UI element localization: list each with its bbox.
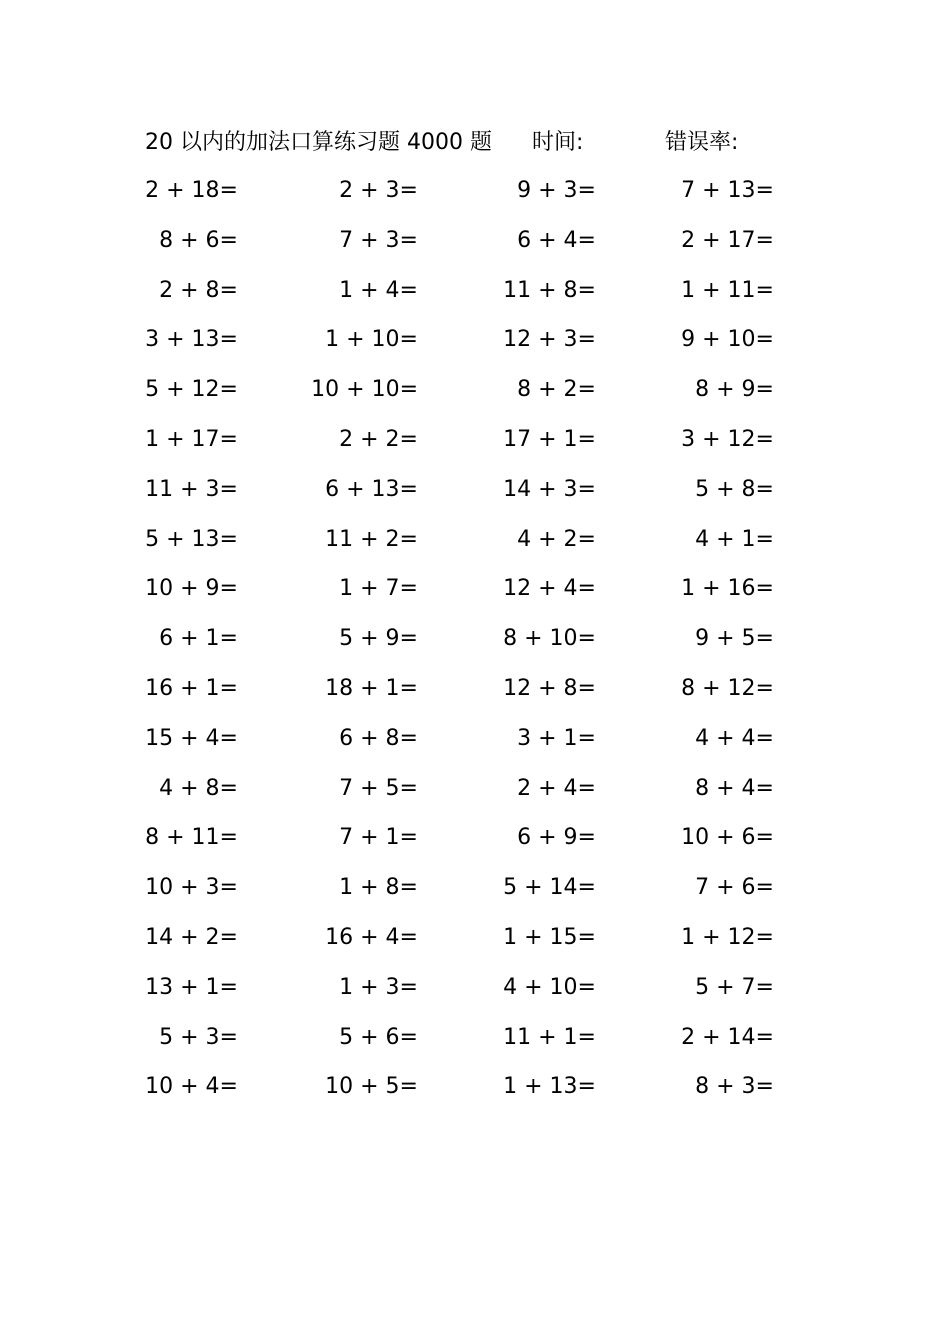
problem-row	[0, 672, 950, 722]
addition-problem: 10 + 9=	[145, 576, 238, 602]
addition-problem: 6 + 13=	[325, 476, 418, 502]
addition-problem: 3 + 12=	[681, 426, 774, 452]
addition-problem: 1 + 3=	[339, 974, 418, 1000]
addition-problem: 5 + 12=	[145, 377, 238, 403]
addition-problem: 1 + 15=	[503, 924, 596, 950]
problem-cell	[478, 523, 658, 557]
problem-grid	[0, 174, 950, 1120]
addition-problem: 1 + 10=	[325, 327, 418, 353]
addition-problem: 4 + 10=	[503, 974, 596, 1000]
addition-problem: 1 + 4=	[339, 277, 418, 303]
problem-cell	[656, 722, 836, 756]
problem-cell	[478, 1021, 658, 1055]
problem-row	[0, 224, 950, 274]
addition-problem: 2 + 3=	[339, 178, 418, 203]
problem-cell	[120, 672, 300, 706]
problem-cell	[120, 821, 300, 855]
problem-cell	[300, 672, 480, 706]
problem-cell	[478, 672, 658, 706]
addition-problem: 7 + 6=	[695, 875, 774, 901]
problem-cell	[478, 921, 658, 955]
problem-cell	[656, 323, 836, 357]
addition-problem: 15 + 4=	[145, 725, 238, 751]
addition-problem: 6 + 8=	[339, 725, 418, 751]
problem-cell	[120, 722, 300, 756]
problem-cell	[300, 423, 480, 457]
addition-problem: 6 + 4=	[517, 227, 596, 253]
problem-cell	[656, 224, 836, 258]
addition-problem: 14 + 3=	[503, 476, 596, 502]
addition-problem: 14 + 2=	[145, 924, 238, 950]
addition-problem: 1 + 7=	[339, 576, 418, 602]
addition-problem: 1 + 8=	[339, 875, 418, 901]
addition-problem: 9 + 10=	[681, 327, 774, 353]
addition-problem: 11 + 3=	[145, 476, 238, 502]
addition-problem: 11 + 1=	[503, 1024, 596, 1050]
problem-cell	[656, 572, 836, 606]
addition-problem: 6 + 9=	[517, 825, 596, 851]
worksheet-header	[0, 126, 950, 160]
worksheet-title: 20 以内的加法口算练习题 4000 题	[145, 130, 492, 155]
addition-problem: 17 + 1=	[503, 426, 596, 452]
problem-cell	[300, 1070, 480, 1104]
problem-cell	[656, 1070, 836, 1104]
addition-problem: 6 + 1=	[159, 626, 238, 652]
addition-problem: 1 + 16=	[681, 576, 774, 602]
addition-problem: 7 + 1=	[339, 825, 418, 851]
addition-problem: 12 + 8=	[503, 675, 596, 701]
problem-cell	[300, 921, 480, 955]
addition-problem: 7 + 5=	[339, 775, 418, 801]
problem-cell	[656, 523, 836, 557]
problem-row	[0, 722, 950, 772]
problem-cell	[120, 423, 300, 457]
addition-problem: 10 + 4=	[145, 1074, 238, 1100]
addition-problem: 3 + 13=	[145, 327, 238, 353]
addition-problem: 12 + 4=	[503, 576, 596, 602]
problem-cell	[300, 1021, 480, 1055]
problem-cell	[120, 871, 300, 905]
problem-cell	[478, 373, 658, 407]
addition-problem: 4 + 2=	[517, 526, 596, 552]
addition-problem: 1 + 11=	[681, 277, 774, 303]
time-label: 时间:	[532, 130, 584, 155]
problem-row	[0, 423, 950, 473]
problem-cell	[478, 871, 658, 905]
addition-problem: 8 + 4=	[695, 775, 774, 801]
addition-problem: 5 + 14=	[503, 875, 596, 901]
addition-problem: 13 + 1=	[145, 974, 238, 1000]
problem-cell	[656, 821, 836, 855]
addition-problem: 1 + 13=	[503, 1074, 596, 1100]
problem-cell	[300, 971, 480, 1005]
problem-cell	[478, 174, 658, 208]
problem-row	[0, 1070, 950, 1120]
addition-problem: 5 + 7=	[695, 974, 774, 1000]
problem-cell	[656, 423, 836, 457]
problem-cell	[656, 373, 836, 407]
problem-cell	[478, 1070, 658, 1104]
problem-cell	[120, 971, 300, 1005]
addition-problem: 3 + 1=	[517, 725, 596, 751]
problem-cell	[478, 572, 658, 606]
problem-cell	[656, 174, 836, 208]
addition-problem: 11 + 8=	[503, 277, 596, 303]
problem-cell	[656, 1021, 836, 1055]
problem-cell	[478, 722, 658, 756]
problem-cell	[300, 821, 480, 855]
problem-cell	[478, 622, 658, 656]
addition-problem: 9 + 3=	[517, 178, 596, 203]
problem-row	[0, 921, 950, 971]
problem-cell	[300, 473, 480, 507]
problem-cell	[300, 722, 480, 756]
problem-cell	[300, 373, 480, 407]
problem-cell	[120, 572, 300, 606]
addition-problem: 2 + 17=	[681, 227, 774, 253]
problem-cell	[478, 772, 658, 806]
addition-problem: 5 + 13=	[145, 526, 238, 552]
problem-cell	[120, 1070, 300, 1104]
addition-problem: 8 + 6=	[159, 227, 238, 253]
error-rate-label: 错误率:	[665, 130, 739, 155]
addition-problem: 4 + 8=	[159, 775, 238, 801]
addition-problem: 10 + 5=	[325, 1074, 418, 1100]
problem-row	[0, 174, 950, 224]
addition-problem: 16 + 1=	[145, 675, 238, 701]
addition-problem: 9 + 5=	[695, 626, 774, 652]
problem-row	[0, 373, 950, 423]
addition-problem: 5 + 9=	[339, 626, 418, 652]
problem-cell	[120, 772, 300, 806]
addition-problem: 2 + 18=	[145, 178, 238, 203]
problem-cell	[478, 971, 658, 1005]
addition-problem: 2 + 2=	[339, 426, 418, 452]
problem-cell	[120, 1021, 300, 1055]
problem-row	[0, 274, 950, 324]
problem-row	[0, 821, 950, 871]
problem-cell	[300, 224, 480, 258]
problem-cell	[478, 323, 658, 357]
addition-problem: 2 + 4=	[517, 775, 596, 801]
problem-cell	[120, 274, 300, 308]
addition-problem: 10 + 6=	[681, 825, 774, 851]
problem-cell	[656, 772, 836, 806]
problem-cell	[478, 274, 658, 308]
addition-problem: 2 + 14=	[681, 1024, 774, 1050]
problem-cell	[478, 423, 658, 457]
addition-problem: 8 + 12=	[681, 675, 774, 701]
addition-problem: 12 + 3=	[503, 327, 596, 353]
problem-row	[0, 572, 950, 622]
problem-cell	[656, 274, 836, 308]
problem-cell	[300, 622, 480, 656]
problem-cell	[120, 473, 300, 507]
addition-problem: 8 + 10=	[503, 626, 596, 652]
problem-cell	[120, 174, 300, 208]
addition-problem: 8 + 3=	[695, 1074, 774, 1100]
problem-row	[0, 622, 950, 672]
problem-row	[0, 871, 950, 921]
addition-problem: 7 + 13=	[681, 178, 774, 203]
addition-problem: 2 + 8=	[159, 277, 238, 303]
addition-problem: 5 + 6=	[339, 1024, 418, 1050]
addition-problem: 8 + 9=	[695, 377, 774, 403]
problem-cell	[478, 224, 658, 258]
addition-problem: 5 + 8=	[695, 476, 774, 502]
problem-row	[0, 971, 950, 1021]
addition-problem: 16 + 4=	[325, 924, 418, 950]
problem-cell	[478, 473, 658, 507]
problem-row	[0, 772, 950, 822]
addition-problem: 1 + 17=	[145, 426, 238, 452]
problem-cell	[656, 871, 836, 905]
problem-row	[0, 1021, 950, 1071]
problem-row	[0, 323, 950, 373]
addition-problem: 1 + 12=	[681, 924, 774, 950]
problem-cell	[656, 921, 836, 955]
problem-cell	[656, 672, 836, 706]
addition-problem: 11 + 2=	[325, 526, 418, 552]
addition-problem: 7 + 3=	[339, 227, 418, 253]
problem-cell	[300, 871, 480, 905]
problem-cell	[300, 323, 480, 357]
problem-cell	[478, 821, 658, 855]
addition-problem: 10 + 10=	[311, 377, 418, 403]
problem-cell	[300, 274, 480, 308]
addition-problem: 4 + 1=	[695, 526, 774, 552]
addition-problem: 18 + 1=	[325, 675, 418, 701]
problem-cell	[300, 772, 480, 806]
addition-problem: 10 + 3=	[145, 875, 238, 901]
problem-cell	[300, 572, 480, 606]
problem-row	[0, 473, 950, 523]
problem-cell	[300, 523, 480, 557]
addition-problem: 8 + 2=	[517, 377, 596, 403]
problem-cell	[656, 473, 836, 507]
problem-cell	[120, 622, 300, 656]
addition-problem: 5 + 3=	[159, 1024, 238, 1050]
problem-cell	[120, 523, 300, 557]
problem-cell	[120, 323, 300, 357]
problem-cell	[120, 373, 300, 407]
addition-problem: 4 + 4=	[695, 725, 774, 751]
addition-problem: 8 + 11=	[145, 825, 238, 851]
problem-row	[0, 523, 950, 573]
problem-cell	[656, 971, 836, 1005]
problem-cell	[120, 224, 300, 258]
problem-cell	[656, 622, 836, 656]
problem-cell	[120, 921, 300, 955]
problem-cell	[300, 174, 480, 208]
